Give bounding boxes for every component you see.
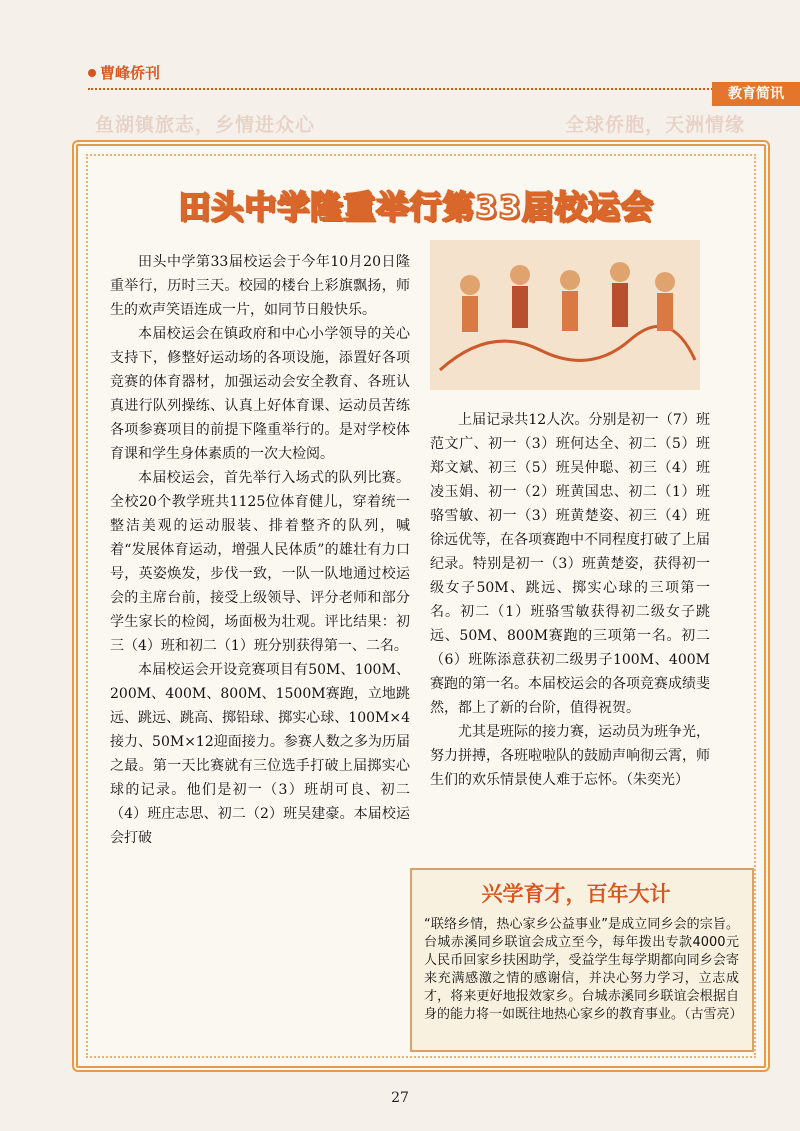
header-divider <box>88 88 760 90</box>
article-column-right <box>430 408 710 792</box>
article-title: 田头中学隆重举行第33届校运会 <box>178 188 654 226</box>
article-paragraph: 田头中学第33届校运会于今年10月20日隆重举行，历时三天。校园的楼台上彩旗飘扬，师生的欢声笑语连成一片，如同节日般快乐。 <box>110 254 410 318</box>
bullet-dot-icon <box>88 69 96 77</box>
note-title: 兴学育才，百年大计 <box>481 882 671 906</box>
section-tag: 教育简讯 <box>712 82 800 106</box>
article-paragraph: 本届校运会，首先举行入场式的队列比赛。全校20个教学班共1125位体育健儿，穿着统一整洁美观的运动服装、排着整齐的队列，喊着“发展体育运动，增强人民体质”的雄壮有力口号，英姿焕发，步伐一致，一队一队地通过校运会的主席台前，接受上级领导、评分老师和部分学生家长的检阅，场面极为壮观。评比结果：初三（4）班和初二（1）班分别获得第一、二名。 <box>110 470 410 654</box>
bg-title-right: 全球侨胞，天洲情缘 <box>564 114 745 136</box>
article-paragraph: 上届记录共12人次。分别是初一（7）班范文广、初一（3）班何达全、初二（5）班郑文斌、初三（5）班吴仲聪、初三（4）班凌玉娟、初一（2）班黄国忠、初二（1）班骆雪敏、初一（3）班黄楚姿、初三（4）班徐远优等，在各项赛跑中不同程度打破了上届纪录。特别是初一（3）班黄楚姿，获得初一级女子50M、跳远、掷实心球的三项第一名。初二（1）班骆雪敏获得初二级女子跳远、50M、800M赛跑的三项第一名。初二（6）班陈添意获初二级男子100M、400M赛跑的第一名。本届校运会的各项竞赛成绩斐然，都上了新的台阶，值得祝贺。 <box>430 412 710 716</box>
article-column-left <box>110 250 410 850</box>
article-paragraph: 尤其是班际的接力赛，运动员为班争光，努力拼搏，各班啦啦队的鼓励声响彻云霄，师生们的欢乐情景使人难于忘怀。（朱奕光） <box>430 724 710 788</box>
sports-illustration <box>430 240 700 390</box>
page-header <box>88 62 760 86</box>
article-paragraph: 本届校运会开设竞赛项目有50M、100M、200M、400M、800M、1500M赛跑，立地跳远、跳远、跳高、掷铅球、掷实心球、100M×4接力、50M×12迎面接力。参赛人数之多为历届之最。第一天比赛就有三位选手打破上届掷实心球的记录。他们是初一（3）班胡可良、初二（4）班庄志思、初二（2）班吴建豪。本届校运会打破 <box>110 662 410 846</box>
sidebar-note <box>410 868 754 1052</box>
article-paragraph: 本届校运会在镇政府和中心小学领导的关心支持下，修整好运动场的各项设施，添置好各项竞赛的体育器材，加强运动会安全教育、各班认真进行队列操练、认真上好体育课、运动员苦练各项参赛项目的前提下隆重举行的。是对学校体育课和学生身体素质的一次大检阅。 <box>110 326 410 462</box>
page-number: 27 <box>391 1090 409 1106</box>
brand-name: 曹峰侨刊 <box>100 64 161 82</box>
note-text: “联络乡情，热心家乡公益事业”是成立同乡会的宗旨。台城赤溪同乡联谊会成立至今，每年拨出专款4000元人民币回家乡扶困助学，受益学生每学期都向同乡会寄来充满感激之情的感谢信，并决心努力学习，立志成才，将来更好地报效家乡。台城赤溪同乡联谊会根据自身的能力将一如既往地热心家乡的教育事业。（古雪亮） <box>424 917 743 1022</box>
brand-logo <box>88 62 160 83</box>
bg-title-left: 鱼湖镇旅志，乡情进众心 <box>95 114 316 136</box>
